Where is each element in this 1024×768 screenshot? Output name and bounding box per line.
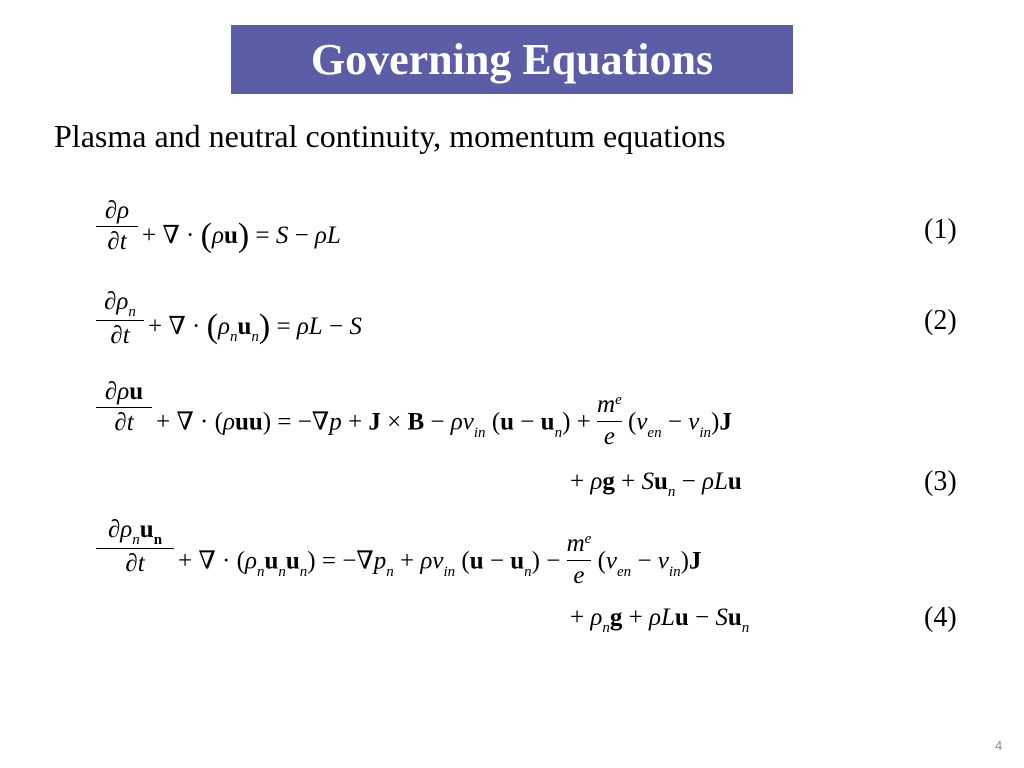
eq2-fraction: $\partial\rho_n$ ∂t bbox=[96, 287, 144, 351]
eq3-label: (3) bbox=[924, 466, 957, 497]
eq3-rhs-line2: + $\rho g + Su_n - \rho Lu$ bbox=[570, 468, 742, 500]
page-number: 4 bbox=[995, 738, 1003, 753]
title-banner bbox=[231, 25, 793, 94]
eq2-rhs: + ∇ · $(\rho_nu_n) = \rho L - S$ bbox=[148, 308, 362, 345]
eq4-label: (4) bbox=[924, 602, 957, 633]
slide-subtitle: Plasma and neutral continuity, momentum equations bbox=[54, 118, 726, 154]
eq4-rhs-line2: + $\rho_ng + \rho Lu - Su_n$ bbox=[570, 604, 750, 636]
eq3-rhs-line1: + ∇ · $(\rho uu) = -\nabla p + J \times B - \rho\nu_{in}$ $(u - u_n)$ + $\frac{m^e}{e}$ $(\nu_{en} - \nu_{in})J$ bbox=[156, 391, 732, 450]
slide-title: Governing Equations bbox=[310, 35, 714, 84]
eq2-label: (2) bbox=[924, 305, 957, 336]
eq1-rhs: + ∇ · (ρu) = S − ρL bbox=[142, 217, 341, 254]
eq1-fraction: ∂ρ ∂t bbox=[96, 196, 138, 257]
eq4-rhs-line1: + ∇ · $(\rho_nu_nu_n) = -\nabla p_n + \rho\nu_{in}$ $(u - u_n)$ − $\frac{m^e}{e}$ $(\nu_{en} - \nu_{in})J$ bbox=[178, 530, 702, 589]
eq1-label: (1) bbox=[924, 214, 957, 245]
eq3-fraction: ∂ρu ∂t bbox=[96, 377, 152, 438]
eq4-fraction: $\partial\rho_nu_n$ ∂t bbox=[96, 515, 174, 579]
